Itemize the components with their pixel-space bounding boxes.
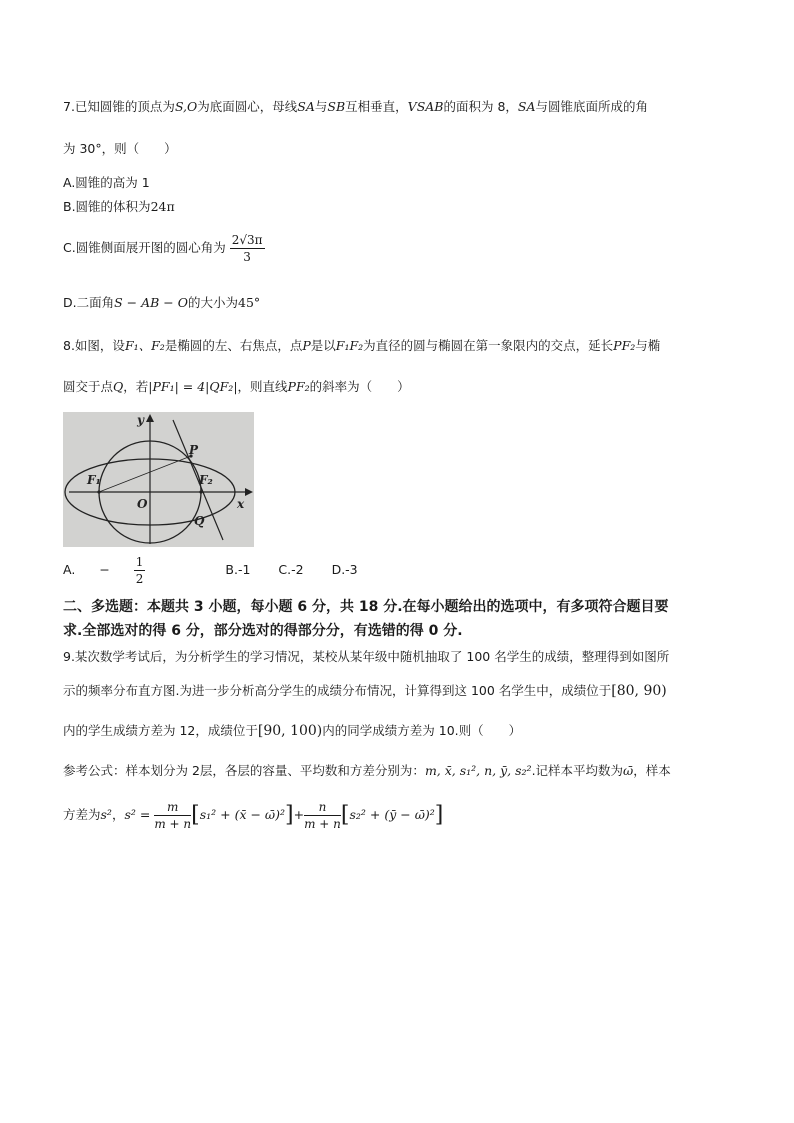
- numerator: n: [304, 801, 341, 816]
- q9-text: .记样本平均数为: [531, 763, 624, 778]
- q9-text: 内的学生成绩方差为 12，成绩位于: [63, 723, 258, 738]
- q8-text: ，若: [123, 379, 149, 394]
- q8-line2: [63, 378, 410, 396]
- q8-text: 与椭: [635, 338, 661, 353]
- q7-text: 与圆锥底面所成的角: [535, 99, 649, 114]
- math-bracket1: s₁² + (x̄ − ω̄)²: [199, 807, 286, 822]
- bracket-close: ]: [434, 802, 444, 828]
- denominator: m + n: [304, 817, 341, 831]
- math-s2: s²: [100, 807, 112, 822]
- option-text: B.圆锥的体积为: [63, 199, 151, 214]
- q9-line2: [63, 682, 667, 700]
- math-vars: m, x̄, s₁², n, ȳ, s₂²: [424, 763, 532, 778]
- q7-option-d: [63, 294, 260, 312]
- q8-option-b: B.-1: [225, 562, 251, 577]
- fraction-m-over-mn: [154, 801, 191, 830]
- section2-heading-line2: 求.全部选对的得 6 分，部分选对的得部分分，有选错的得 0 分.: [63, 623, 463, 639]
- q8-option-a: [63, 555, 193, 586]
- math-f1f2: F₁F₂: [335, 338, 364, 353]
- q8-text: 为直径的圆与椭圆在第一象限内的交点，延长: [363, 338, 614, 353]
- label-p: P: [189, 443, 199, 457]
- q9-text: 示的频率分布直方图.为进一步分析高分学生的成绩分布情况，计算得到这 100 名学生中，成绩位于: [63, 683, 612, 698]
- q8-option-d: D.-3: [331, 562, 358, 577]
- math-foci: F₁、F₂: [124, 338, 165, 353]
- fraction-2root3pi-over-3: [230, 234, 265, 263]
- q9-text: 内的同学成绩方差为 10.则（ ）: [322, 723, 522, 738]
- q9-line3: [63, 722, 521, 740]
- denominator: m + n: [154, 817, 192, 831]
- segment-pf1: [99, 456, 191, 492]
- math-dihedral: S − AB − O: [114, 295, 188, 310]
- x-axis-arrow: [245, 488, 253, 496]
- math-omega-bar: ω̄: [623, 763, 634, 778]
- q9-text: ，样本: [633, 763, 671, 778]
- q9-text: ，: [111, 807, 125, 822]
- interval-80-90: [80, 90): [611, 683, 667, 699]
- q7-option-c: [63, 234, 265, 263]
- section2-heading-line1: 二、多选题：本题共 3 小题，每小题 6 分，共 18 分.在每小题给出的选项中，有多项符合题目要: [63, 599, 669, 615]
- q9-line1: 9.某次数学考试后，为分析学生的学习情况，某校从某年级中随机抽取了 100 名学生的成绩，整理得到如图所: [63, 649, 670, 664]
- q8-text: 8.如图，设: [63, 338, 125, 353]
- q9-text: 参考公式：样本划分为 2层，各层的容量、平均数和方差分别为：: [63, 763, 425, 778]
- q7-text: 为底面圆心，母线: [197, 99, 298, 114]
- figure-svg: [63, 412, 254, 547]
- q7-option-b: [63, 198, 175, 216]
- label-o: O: [137, 497, 148, 511]
- math-24pi: 24π: [150, 199, 175, 214]
- bracket-open: [: [340, 802, 350, 828]
- q8-options: [63, 556, 382, 585]
- label-q: Q: [194, 514, 205, 528]
- denominator: 2: [135, 572, 144, 586]
- q7-text: 互相垂直，: [345, 99, 408, 114]
- q8-text: ，则直线: [237, 379, 288, 394]
- plus-sign: +: [293, 807, 305, 822]
- math-pf2: PF₂: [613, 338, 636, 353]
- q7-line1: [63, 98, 648, 116]
- q8-line1: [63, 337, 660, 355]
- q8-text: 的斜率为（ ）: [309, 379, 410, 394]
- option-text: D.二面角: [63, 295, 115, 310]
- fraction-one-half: [134, 556, 170, 585]
- option-text: C.圆锥侧面展开图的圆心角为: [63, 240, 226, 255]
- numerator: 2√3π: [231, 233, 263, 247]
- label-y: y: [137, 413, 144, 427]
- q8-text: 圆交于点: [63, 379, 114, 394]
- minus-sign: −: [99, 562, 110, 577]
- math-vsab: VSAB: [407, 99, 444, 114]
- math-s2-equals: s² =: [124, 807, 151, 822]
- math-q: Q: [113, 379, 124, 394]
- q8-option-c: C.-2: [278, 562, 304, 577]
- point-f1: [97, 490, 100, 493]
- q7-line2: 为 30°，则（ ）: [63, 141, 177, 156]
- option-text: 的大小为: [187, 295, 238, 310]
- q8-text: 是椭圆的左、右焦点，点: [164, 338, 303, 353]
- q7-text: 与: [314, 99, 328, 114]
- numerator: m: [154, 801, 191, 816]
- math-pf2: PF₂: [287, 379, 310, 394]
- bracket-close: ]: [285, 802, 294, 828]
- q7-text: 7.已知圆锥的顶点为: [63, 99, 175, 114]
- q8-text: 是以: [310, 338, 336, 353]
- q9-text: 方差为: [63, 807, 101, 822]
- option-label: A.: [63, 562, 76, 577]
- q9-formula-line1: [63, 762, 671, 780]
- ellipse-circle-figure: [63, 412, 254, 547]
- math-sa: SA: [517, 99, 536, 114]
- denominator: 3: [243, 250, 251, 264]
- math-sa: SA: [297, 99, 315, 114]
- math-so: S,O: [174, 99, 198, 114]
- label-f1: F₁: [87, 473, 101, 487]
- math-p: P: [302, 338, 311, 353]
- q9-formula-line2: [63, 800, 443, 831]
- q7-text: 的面积为 8，: [443, 99, 518, 114]
- y-axis-arrow: [146, 414, 154, 422]
- fraction-n-over-mn: [304, 801, 341, 830]
- numerator: 1: [135, 555, 144, 569]
- math-sb: SB: [327, 99, 346, 114]
- q7-option-a: A.圆锥的高为 1: [63, 175, 150, 190]
- label-f2: F₂: [199, 473, 213, 487]
- bracket-open: [: [191, 802, 200, 828]
- math-condition: |PF₁| = 4|QF₂|: [148, 379, 238, 394]
- point-f2: [199, 490, 202, 493]
- math-bracket2: s₂² + (ȳ − ω̄)²: [349, 807, 435, 822]
- label-x: x: [237, 497, 245, 511]
- interval-90-100: [90, 100): [257, 723, 323, 739]
- math-45deg: 45°: [238, 295, 261, 310]
